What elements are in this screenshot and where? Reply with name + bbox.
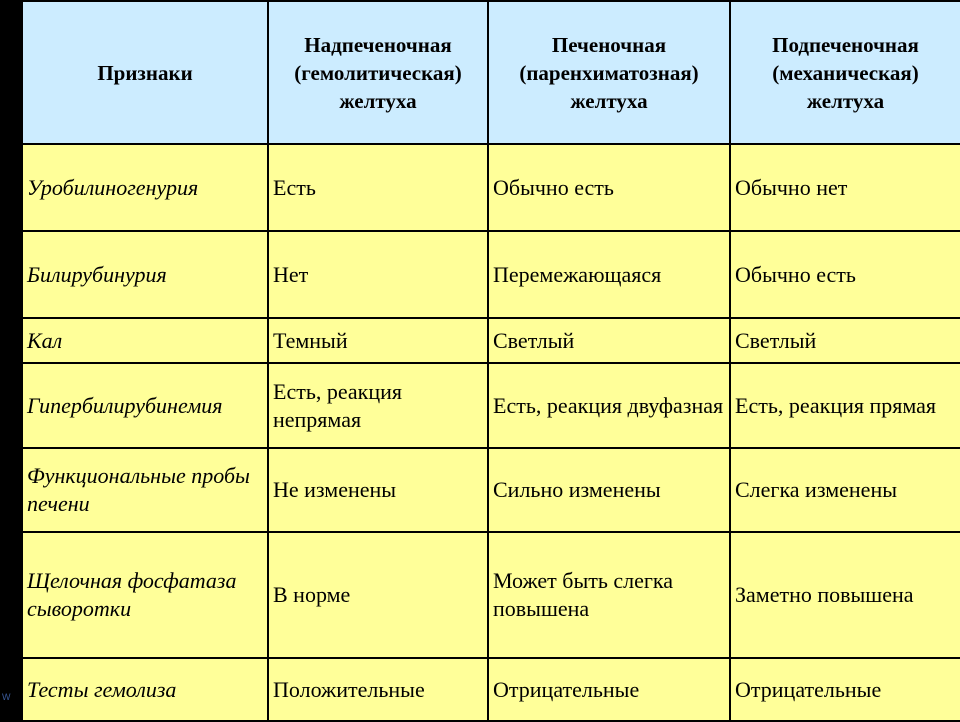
hepatic-cell: Отрицательные: [488, 658, 730, 721]
hepatic-cell: Может быть слегка повышена: [488, 532, 730, 658]
feature-cell: Уробилиногенурия: [22, 144, 268, 231]
feature-cell: Функциональные пробы печени: [22, 448, 268, 532]
hepatic-cell: Сильно изменены: [488, 448, 730, 532]
jaundice-comparison-table: [21, 0, 960, 722]
header-hepatic: Печеночная (паренхиматозная) желтуха: [488, 1, 730, 144]
prehepatic-cell: Темный: [268, 318, 488, 363]
hepatic-cell: Обычно есть: [488, 144, 730, 231]
hepatic-cell: Светлый: [488, 318, 730, 363]
table-row: [22, 318, 960, 363]
table-row: [22, 532, 960, 658]
feature-cell: Билирубинурия: [22, 231, 268, 318]
posthepatic-cell: Светлый: [730, 318, 960, 363]
prehepatic-cell: Не изменены: [268, 448, 488, 532]
posthepatic-cell: Заметно повышена: [730, 532, 960, 658]
posthepatic-cell: Отрицательные: [730, 658, 960, 721]
prehepatic-cell: В норме: [268, 532, 488, 658]
feature-cell: Тесты гемолиза: [22, 658, 268, 721]
table-row: [22, 448, 960, 532]
posthepatic-cell: Слегка изменены: [730, 448, 960, 532]
table-row: [22, 658, 960, 721]
header-features: Признаки: [22, 1, 268, 144]
table-row: [22, 144, 960, 231]
posthepatic-cell: Есть, реакция прямая: [730, 363, 960, 448]
feature-cell: Гипербилирубинемия: [22, 363, 268, 448]
table-row: [22, 363, 960, 448]
header-prehepatic: Надпеченочная (гемолитическая) желтуха: [268, 1, 488, 144]
posthepatic-cell: Обычно нет: [730, 144, 960, 231]
hepatic-cell: Перемежающаяся: [488, 231, 730, 318]
prehepatic-cell: Положительные: [268, 658, 488, 721]
feature-cell: Щелочная фосфатаза сыворотки: [22, 532, 268, 658]
prehepatic-cell: Есть, реакция непрямая: [268, 363, 488, 448]
prehepatic-cell: Есть: [268, 144, 488, 231]
table-row: [22, 231, 960, 318]
feature-cell: Кал: [22, 318, 268, 363]
watermark: W: [2, 692, 11, 702]
hepatic-cell: Есть, реакция двуфазная: [488, 363, 730, 448]
prehepatic-cell: Нет: [268, 231, 488, 318]
header-posthepatic: Подпеченочная (механическая) желтуха: [730, 1, 960, 144]
posthepatic-cell: Обычно есть: [730, 231, 960, 318]
header-row: [22, 1, 960, 144]
